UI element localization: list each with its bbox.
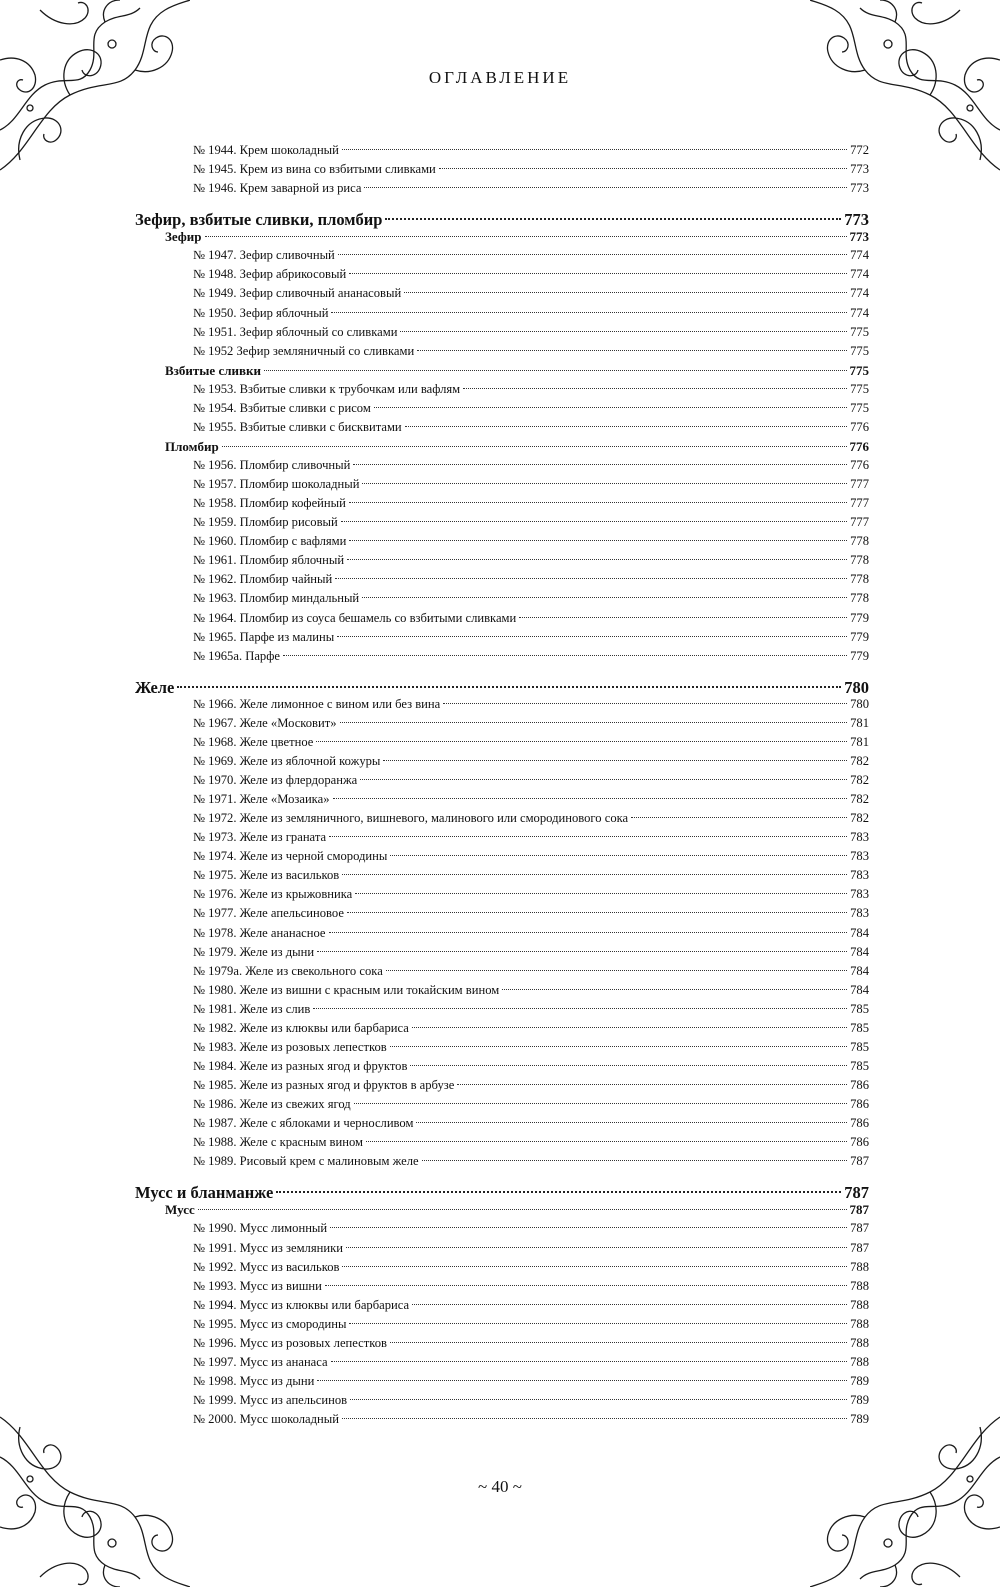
toc-page-number: 773 (850, 181, 869, 196)
toc-entry-title: № 1954. Взбитые сливки с рисом (193, 400, 371, 415)
toc-entry[interactable] (135, 553, 869, 572)
running-header: ОГЛАВЛЕНИЕ (428, 68, 572, 87)
dot-leader (412, 1027, 847, 1028)
toc-page-number: 778 (850, 591, 869, 606)
dot-leader (390, 1342, 847, 1343)
dot-leader (422, 1160, 848, 1161)
toc-entry[interactable] (135, 983, 869, 1002)
dot-leader (317, 1380, 847, 1381)
dot-leader (347, 912, 847, 913)
toc-entry-title: № 1972. Желе из земляничного, вишневого, малинового или смородинового сока (193, 811, 629, 826)
toc-section-heading[interactable] (135, 1183, 869, 1202)
toc-page-number: 774 (850, 267, 869, 282)
toc-page-number: 788 (850, 1259, 869, 1274)
toc-entry-title: № 1955. Взбитые сливки с бисквитами (193, 419, 402, 434)
dot-leader (417, 350, 847, 351)
toc-entry-title: № 1979а. Желе из свекольного сока (193, 963, 383, 978)
dot-leader (346, 1247, 847, 1248)
toc-entry-title: № 1962. Пломбир чайный (193, 572, 333, 587)
toc-entry[interactable] (135, 382, 869, 401)
toc-page-number: 776 (849, 438, 869, 454)
toc-entry[interactable] (135, 773, 869, 792)
dot-leader (276, 1191, 841, 1193)
toc-entry[interactable] (135, 401, 869, 420)
toc-entry-title: № 1970. Желе из флердоранжа (193, 773, 358, 787)
toc-page-number: 778 (850, 572, 869, 587)
toc-page-number: 786 (850, 1116, 869, 1131)
toc-entry[interactable] (135, 1135, 869, 1154)
toc-entry-title: Взбитые сливки (165, 362, 261, 378)
toc-page-number: 784 (850, 944, 869, 959)
toc-page-number: 788 (850, 1278, 869, 1293)
toc-page-number: 780 (844, 677, 869, 697)
toc-entry-title: Зефир (165, 229, 202, 245)
toc-page-number: 775 (850, 381, 869, 396)
dot-leader (405, 426, 847, 427)
toc-page-number: 779 (850, 629, 869, 644)
dot-leader (331, 1361, 848, 1362)
toc-entry[interactable] (135, 1393, 869, 1412)
dot-leader (205, 236, 847, 237)
toc-entry-title: № 2000. Мусс шоколадный (193, 1412, 339, 1427)
toc-page-number: 778 (850, 534, 869, 549)
toc-page-number: 785 (850, 1001, 869, 1016)
dot-leader (335, 578, 847, 579)
dot-leader (329, 836, 847, 837)
toc-page-number: 777 (850, 477, 869, 492)
dot-leader (502, 989, 847, 990)
toc-page-number: 783 (850, 849, 869, 864)
toc-entry-title: № 1982. Желе из клюквы или барбариса (193, 1020, 409, 1035)
toc-entry-title: № 1961. Пломбир яблочный (193, 553, 345, 568)
dot-leader (325, 1285, 847, 1286)
toc-page-number: 775 (850, 343, 869, 358)
toc-entry-title: № 1990. Мусс лимонный (193, 1221, 328, 1236)
dot-leader (443, 703, 847, 704)
toc-entry-title: № 1984. Желе из разных ягод и фруктов (193, 1058, 408, 1073)
dot-leader (390, 1046, 847, 1047)
toc-entry[interactable] (135, 1078, 869, 1097)
toc-page-number: 789 (850, 1412, 869, 1427)
toc-entry[interactable] (135, 1279, 869, 1298)
dot-leader (342, 874, 847, 875)
toc-page-number: 783 (850, 868, 869, 883)
toc-page-number: 782 (850, 811, 869, 826)
toc-page-number: 789 (850, 1373, 869, 1388)
dot-leader (412, 1304, 847, 1305)
dot-leader (362, 483, 847, 484)
toc-entry-title: № 1978. Желе ананасное (193, 925, 326, 940)
toc-entry-title: № 1969. Желе из яблочной кожуры (193, 753, 381, 768)
dot-leader (349, 1323, 847, 1324)
toc-page-number: 788 (850, 1297, 869, 1312)
toc-entry[interactable] (135, 162, 869, 181)
dot-leader (366, 1141, 847, 1142)
toc-entry-title: № 1944. Крем шоколадный (193, 143, 339, 157)
dot-leader (364, 187, 847, 188)
toc-entry-title: № 1981. Желе из слив (193, 1001, 311, 1016)
dot-leader (313, 1008, 847, 1009)
dot-leader (439, 168, 847, 169)
toc-subsection-heading[interactable] (135, 1202, 869, 1221)
toc-page-number: 787 (844, 1183, 869, 1203)
toc-entry-title: № 1959. Пломбир рисовый (193, 515, 338, 530)
toc-entry-title: № 1958. Пломбир кофейный (193, 496, 346, 511)
toc-page-number: 788 (850, 1316, 869, 1331)
toc-page-number: 774 (850, 286, 869, 301)
toc-entry[interactable] (135, 325, 869, 344)
toc-entry[interactable] (135, 344, 869, 363)
toc-entry-title: № 1985. Желе из разных ягод и фруктов в арбузе (193, 1078, 455, 1092)
dot-leader (338, 254, 847, 255)
dot-leader (374, 407, 847, 408)
dot-leader (333, 798, 848, 799)
toc-page-number: 783 (850, 906, 869, 921)
toc-page-number: 786 (850, 1097, 869, 1112)
toc-entry[interactable] (135, 697, 869, 716)
toc-entry-title: № 1957. Пломбир шоколадный (193, 477, 360, 492)
toc-entry-title: № 1992. Мусс из васильков (193, 1259, 340, 1274)
dot-leader (331, 312, 847, 313)
toc-entry[interactable] (135, 630, 869, 649)
toc-entry[interactable] (135, 572, 869, 591)
toc-page-number: 788 (850, 1335, 869, 1350)
toc-entry-title: № 1983. Желе из розовых лепестков (193, 1039, 387, 1054)
toc-entry-title: Зефир, взбитые сливки, пломбир (135, 210, 383, 230)
toc-entry-title: № 1945. Крем из вина со взбитыми сливками (193, 162, 436, 177)
toc-entry-title: № 1948. Зефир абрикосовый (193, 267, 347, 282)
toc-entry[interactable] (135, 1374, 869, 1393)
toc-page-number: 773 (849, 229, 869, 245)
toc-entry-title: № 1994. Мусс из клюквы или барбариса (193, 1297, 410, 1312)
toc-entry[interactable] (135, 1021, 869, 1040)
toc-page-number: 775 (850, 400, 869, 415)
toc-entry[interactable] (135, 926, 869, 945)
dot-leader (342, 1266, 847, 1267)
toc-page-number: 786 (850, 1135, 869, 1150)
toc-entry[interactable] (135, 1097, 869, 1116)
toc-entry[interactable] (135, 1221, 869, 1240)
toc-subsection-heading[interactable] (135, 363, 869, 382)
toc-page-number: 776 (850, 419, 869, 434)
dot-leader (222, 446, 847, 447)
toc-entry[interactable] (135, 649, 869, 668)
toc-section-heading[interactable] (135, 210, 869, 229)
toc-entry[interactable] (135, 830, 869, 849)
toc-entry[interactable] (135, 1355, 869, 1374)
toc-entry-title: № 1980. Желе из вишни с красным или токайским вином (193, 982, 500, 997)
dot-leader (404, 292, 847, 293)
toc-entry-title: № 1965а. Парфе (193, 648, 280, 663)
toc-entry[interactable] (135, 306, 869, 325)
toc-entry[interactable] (135, 887, 869, 906)
dot-leader (264, 370, 847, 371)
toc-page-number: 778 (850, 553, 869, 568)
toc-page-number: 789 (850, 1393, 869, 1407)
toc-entry-title: № 1993. Мусс из вишни (193, 1278, 322, 1293)
toc-entry-title: № 1997. Мусс из ананаса (193, 1354, 328, 1369)
dot-leader (355, 893, 847, 894)
toc-entry-title: № 1951. Зефир яблочный со сливками (193, 324, 398, 339)
toc-page-number: 775 (850, 324, 869, 339)
dot-leader (317, 951, 847, 952)
toc-entry-title: № 1975. Желе из васильков (193, 868, 340, 883)
toc-entry-title: № 1976. Желе из крыжовника (193, 887, 353, 902)
toc-entry-title: № 1946. Крем заварной из риса (193, 181, 362, 196)
toc-page-number: 774 (850, 305, 869, 320)
dot-leader (347, 559, 847, 560)
dot-leader (329, 932, 848, 933)
toc-entry[interactable] (135, 1002, 869, 1021)
toc-page-number: 773 (850, 162, 869, 177)
toc-entry-title: № 1947. Зефир сливочный (193, 248, 335, 263)
dot-leader (349, 540, 847, 541)
dot-leader (360, 779, 847, 780)
toc-entry-title: № 1964. Пломбир из соуса бешамель со взбитыми сливками (193, 610, 517, 625)
toc-page-number: 787 (850, 1221, 869, 1236)
toc-page-number: 783 (850, 830, 869, 845)
toc-page-number: 782 (850, 753, 869, 768)
toc-entry[interactable] (135, 611, 869, 630)
toc-page-number: 784 (850, 963, 869, 978)
dot-leader (386, 970, 847, 971)
toc-entry-title: № 1952 Зефир земляничный со сливками (193, 343, 415, 358)
toc-entry[interactable] (135, 515, 869, 534)
dot-leader (457, 1084, 847, 1085)
dot-leader (342, 1418, 847, 1419)
toc-page-number: 788 (850, 1354, 869, 1369)
toc-entry-title: № 1963. Пломбир миндальный (193, 591, 360, 606)
toc-page-number: 777 (850, 515, 869, 530)
toc-entry[interactable] (135, 754, 869, 773)
toc-entry-title: № 1991. Мусс из земляники (193, 1240, 343, 1255)
dot-leader (340, 722, 848, 723)
dot-leader (631, 817, 847, 818)
toc-entry-title: Пломбир (165, 438, 219, 454)
toc-entry[interactable] (135, 945, 869, 964)
toc-entry[interactable] (135, 906, 869, 925)
toc-entry-title: № 1987. Желе с яблоками и черносливом (193, 1116, 414, 1131)
toc-entry-title: № 1968. Желе цветное (193, 734, 314, 749)
toc-entry-title: № 1977. Желе апельсиновое (193, 906, 344, 921)
toc-entry[interactable] (135, 477, 869, 496)
toc-entry[interactable] (135, 1116, 869, 1135)
toc-page-number: 783 (850, 887, 869, 902)
dot-leader (463, 388, 847, 389)
toc-entry[interactable] (135, 267, 869, 286)
dot-leader (350, 1399, 847, 1400)
toc-entry-title: № 1995. Мусс из смородины (193, 1316, 347, 1331)
toc-entry[interactable] (135, 1260, 869, 1279)
toc-subsection-heading[interactable] (135, 439, 869, 458)
toc-entry[interactable] (135, 181, 869, 200)
toc-entry[interactable] (135, 458, 869, 477)
toc-entry-title: Желе (135, 677, 175, 697)
toc-entry[interactable] (135, 248, 869, 267)
dot-leader (198, 1209, 847, 1210)
table-of-contents (135, 143, 869, 1431)
toc-page-number: 779 (850, 648, 869, 663)
dot-leader (410, 1065, 847, 1066)
toc-page-number: 782 (850, 773, 869, 787)
toc-page-number: 785 (850, 1039, 869, 1054)
dot-leader (354, 1103, 847, 1104)
toc-entry[interactable] (135, 496, 869, 515)
toc-page-number: 787 (849, 1202, 869, 1218)
dot-leader (383, 760, 847, 761)
toc-entry[interactable] (135, 849, 869, 868)
toc-entry-title: № 1996. Мусс из розовых лепестков (193, 1335, 387, 1350)
toc-entry[interactable] (135, 868, 869, 887)
toc-entry-title: № 1950. Зефир яблочный (193, 305, 329, 320)
toc-entry-title: № 1979. Желе из дыни (193, 944, 315, 959)
toc-page-number: 781 (850, 715, 869, 730)
toc-page-number: 775 (849, 362, 869, 378)
dot-leader (316, 741, 847, 742)
dot-leader (349, 502, 847, 503)
toc-entry[interactable] (135, 1154, 869, 1173)
toc-entry-title: № 1949. Зефир сливочный ананасовый (193, 286, 402, 301)
toc-page-number: 786 (850, 1078, 869, 1092)
toc-section-heading[interactable] (135, 678, 869, 697)
toc-entry[interactable] (135, 811, 869, 830)
toc-entry-title: № 1971. Желе «Мозаика» (193, 792, 330, 807)
toc-page-number: 777 (850, 496, 869, 511)
page-number: ~ 40 ~ (478, 1477, 522, 1496)
dot-leader (349, 273, 847, 274)
toc-entry[interactable] (135, 735, 869, 754)
toc-page-number: 787 (850, 1240, 869, 1255)
dot-leader (330, 1227, 847, 1228)
dot-leader (283, 655, 847, 656)
toc-entry[interactable] (135, 591, 869, 610)
toc-entry-title: № 1974. Желе из черной смородины (193, 849, 388, 864)
toc-entry-title: № 1960. Пломбир с вафлями (193, 534, 347, 549)
toc-entry[interactable] (135, 716, 869, 735)
toc-subsection-heading[interactable] (135, 229, 869, 248)
toc-entry[interactable] (135, 1059, 869, 1078)
toc-entry-title: № 1999. Мусс из апельсинов (193, 1393, 348, 1407)
toc-page-number: 779 (850, 610, 869, 625)
toc-page-number: 784 (850, 982, 869, 997)
toc-entry[interactable] (135, 792, 869, 811)
toc-entry[interactable] (135, 534, 869, 553)
toc-page-number: 782 (850, 792, 869, 807)
toc-entry-title: № 1998. Мусс из дыни (193, 1373, 315, 1388)
toc-page-number: 776 (850, 458, 869, 472)
dot-leader (390, 855, 847, 856)
toc-page-number: 785 (850, 1020, 869, 1035)
toc-entry[interactable] (135, 1412, 869, 1431)
dot-leader (416, 1122, 847, 1123)
toc-entry-title: Мусс и бланманже (135, 1183, 274, 1203)
dot-leader (177, 686, 841, 688)
toc-page-number: 773 (844, 210, 869, 230)
dot-leader (385, 218, 841, 220)
toc-page-number: 780 (850, 696, 869, 711)
dot-leader (519, 617, 847, 618)
dot-leader (342, 149, 847, 150)
toc-entry-title: № 1953. Взбитые сливки к трубочкам или вафлям (193, 381, 461, 396)
toc-entry-title: Мусс (165, 1202, 195, 1218)
toc-entry[interactable] (135, 143, 869, 162)
toc-entry-title: № 1988. Желе с красным вином (193, 1135, 364, 1150)
toc-page-number: 784 (850, 925, 869, 940)
toc-page-number: 781 (850, 734, 869, 749)
toc-entry-title: № 1989. Рисовый крем с малиновым желе (193, 1154, 419, 1169)
toc-entry-title: № 1967. Желе «Московит» (193, 715, 337, 730)
toc-entry[interactable] (135, 420, 869, 439)
dot-leader (341, 521, 847, 522)
toc-page-number: 774 (850, 248, 869, 263)
toc-page-number: 772 (850, 143, 869, 157)
toc-entry-title: № 1986. Желе из свежих ягод (193, 1097, 351, 1112)
toc-page-number: 785 (850, 1058, 869, 1073)
toc-entry[interactable] (135, 1336, 869, 1355)
toc-entry-title: № 1973. Желе из граната (193, 830, 327, 845)
toc-entry-title: № 1965. Парфе из малины (193, 629, 335, 644)
toc-entry[interactable] (135, 964, 869, 983)
dot-leader (362, 597, 847, 598)
toc-entry[interactable] (135, 1241, 869, 1260)
dot-leader (400, 331, 847, 332)
toc-entry[interactable] (135, 1040, 869, 1059)
toc-entry-title: № 1956. Пломбир сливочный (193, 458, 351, 472)
dot-leader (353, 464, 847, 465)
dot-leader (337, 636, 847, 637)
toc-entry[interactable] (135, 286, 869, 305)
toc-entry-title: № 1966. Желе лимонное с вином или без вина (193, 696, 441, 711)
toc-entry[interactable] (135, 1298, 869, 1317)
toc-entry[interactable] (135, 1317, 869, 1336)
toc-page-number: 787 (850, 1154, 869, 1169)
